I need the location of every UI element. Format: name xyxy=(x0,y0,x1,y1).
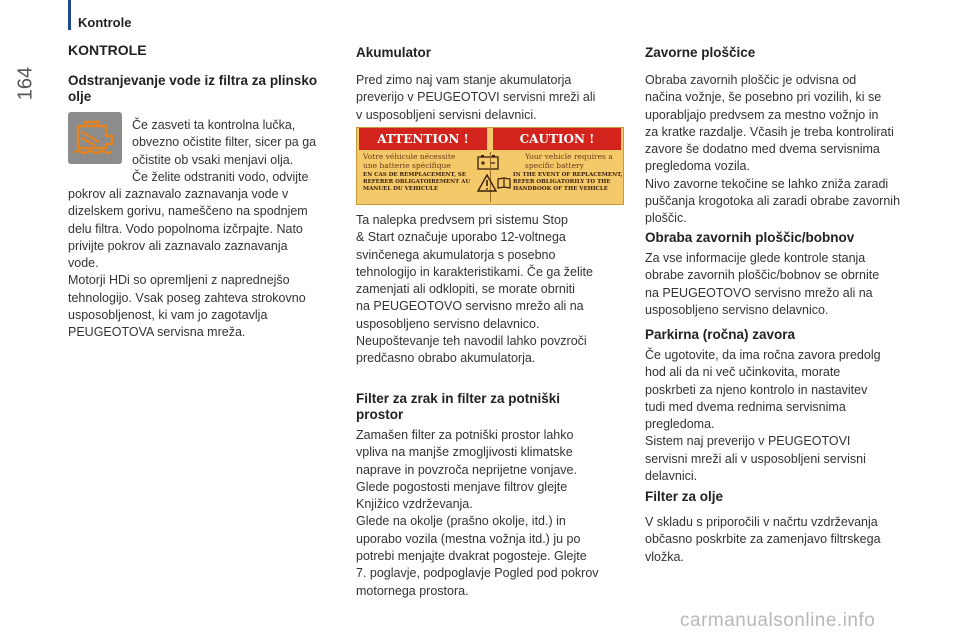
header-accent-bar xyxy=(68,0,71,30)
section-heading-oil-filter: Filter za olje xyxy=(645,489,724,504)
text-line: Glede pogostosti menjave filtrov glejte xyxy=(356,479,568,494)
text-line: ploščic. xyxy=(645,211,687,226)
text-line: usposobljenost, ki vam jo zagotavlja xyxy=(68,308,268,323)
text-line: Neupoštevanje teh navodil lahko povzroči xyxy=(356,334,587,349)
section-heading-pad-wear: Obraba zavornih ploščic/bobnov xyxy=(645,230,855,245)
battery-body xyxy=(356,212,630,368)
text-line: privijte pokrov ali zaznavalo zaznavanja xyxy=(68,238,288,253)
text-line: Knjižico vzdrževanja. xyxy=(356,497,473,512)
text-line: 7. poglavje, podpoglavje Pogled pod pokrov xyxy=(356,566,599,581)
text-line: uporabo vozila (mestna vožnja itd.) ju po xyxy=(356,531,581,546)
text-line: občasno poskrbite za zamenjavo filtrskega xyxy=(645,532,881,547)
text-line: vpliva na manjše zmogljivosti klimatske xyxy=(356,445,573,460)
heading-line: prostor xyxy=(356,407,404,422)
water-removal-intro xyxy=(132,117,344,186)
text-line: preverijo v PEUGEOTOVI servisni mreži ali xyxy=(356,90,596,105)
text-line: Obraba zavornih ploščic je odvisna od xyxy=(645,73,857,87)
text-line: dizelskem gorivu, nameščeno na spodnjem xyxy=(68,204,308,219)
text-line: obrabe zavornih ploščic/bobnov se obrnite xyxy=(645,268,880,283)
text-line: tudi med dvema rednima servisnima xyxy=(645,399,846,414)
text-line: V skladu s priporočili v načrtu vzdrževanja xyxy=(645,515,878,529)
text-line: puščanja krogotoka ali zaradi obrabe zavornih xyxy=(645,194,901,209)
battery-intro xyxy=(356,72,628,124)
text-line: zavore še dodatno med dvema servisnima xyxy=(645,142,880,157)
warning-triangle-icon xyxy=(477,174,497,197)
text-line: pokrov ali zaznavalo zaznavanja vode v xyxy=(68,187,289,201)
text-line: uporabljajo predvsem za mestno vožnjo in xyxy=(645,107,879,122)
text-line: Če želite odstraniti vodo, odvijte xyxy=(132,169,309,184)
text-line: na PEUGEOTOVO servisno mrežo ali na xyxy=(356,299,584,314)
text-line: tehnologijo in karakteristikami. Če ga želite xyxy=(356,264,593,279)
text-line: delavnici. xyxy=(645,469,698,484)
text-line: pregledoma. xyxy=(645,417,715,432)
text-line: Zamašen filter za potniški prostor lahko xyxy=(356,428,574,442)
air-filter-body xyxy=(356,427,630,600)
text-line: poskrbeti za njeno kontrolo in nastavitev xyxy=(645,382,868,397)
text-line: očistite ob vsaki menjavi olja. xyxy=(132,152,294,167)
section-header-title: Kontrole xyxy=(78,15,132,30)
text-line: vode. xyxy=(68,256,99,271)
label-header-french: ATTENTION ! xyxy=(359,128,487,150)
text-line: Za vse informacije glede kontrole stanja xyxy=(645,251,866,265)
water-removal-body xyxy=(68,186,346,342)
pad-wear-body xyxy=(645,250,920,319)
page-title: KONTROLE xyxy=(68,42,147,58)
watermark: carmanualsonline.info xyxy=(680,610,876,631)
heading-line: Filter za zrak in filter za potniški xyxy=(356,391,561,406)
text-line: Nivo zavorne tekočine se lahko zniža zaradi xyxy=(645,176,889,191)
section-heading-parking-brake: Parkirna (ročna) zavora xyxy=(645,327,796,342)
text-line: pregledoma vozila. xyxy=(645,159,750,174)
text-line: Glede na okolje (prašno okolje, itd.) in xyxy=(356,514,566,529)
text-line: svinčenega akumulatorja s posebno xyxy=(356,247,556,262)
text-line: potrebi menjajte dvakrat pogosteje. Glejte xyxy=(356,549,587,564)
text-line: Če ugotovite, da ima ročna zavora predolg xyxy=(645,348,881,362)
text-line: servisni mreži ali v usposobljeni servisni xyxy=(645,451,866,466)
text-line: Ta nalepka predvsem pri sistemu Stop xyxy=(356,213,568,227)
text-line: predčasno obrabo akumulatorja. xyxy=(356,351,536,366)
text-line: zamenjati ali odklopiti, se morate obrniti xyxy=(356,282,575,297)
text-line: Pred zimo naj vam stanje akumulatorja xyxy=(356,73,572,87)
text-line: vložka. xyxy=(645,549,684,564)
text-line: motornega prostora. xyxy=(356,583,469,598)
battery-warning-label xyxy=(356,127,624,205)
page-number: 164 xyxy=(14,66,37,101)
label-subtitle-french: Votre véhicule nécessite une batterie spécifique xyxy=(363,152,456,170)
text-line: za kratke razdalje. Včasih je treba kontrolirati xyxy=(645,124,894,139)
label-notice-french: EN CAS DE REMPLACEMENT, SE REFERER OBLIGATOIREMENT AU MANUEL DU VEHICULE xyxy=(363,172,471,192)
text-line: obvezno očistite filter, sicer pa ga xyxy=(132,135,317,150)
text-line: tehnologijo. Vsak poseg zahteva strokovno xyxy=(68,290,306,305)
manual-book-icon xyxy=(497,176,511,195)
brake-pads-body xyxy=(645,72,920,228)
section-heading-brake-pads: Zavorne ploščice xyxy=(645,45,756,60)
text-line: & Start označuje uporabo 12-voltnega xyxy=(356,230,566,245)
text-line: v usposobljeni servisni delavnici. xyxy=(356,107,537,122)
text-line: PEUGEOTOVA servisna mreža. xyxy=(68,325,246,340)
text-line: delu filtra. Vodo popolnoma izčrpajte. Nato xyxy=(68,221,303,236)
label-header-english: CAUTION ! xyxy=(493,128,621,150)
oil-filter-body xyxy=(645,514,920,566)
label-notice-english: IN THE EVENT OF REPLACEMENT, REFER OBLIGATORILY TO THE HANDBOOK OF THE VEHICLE xyxy=(513,172,623,192)
text-line: Sistem naj preverijo v PEUGEOTOVI xyxy=(645,434,851,449)
text-line: Če zasveti ta kontrolna lučka, xyxy=(132,118,296,132)
text-line: naprave in povzroča neprijetne vonjave. xyxy=(356,462,577,477)
section-heading-water-removal: Odstranjevanje vode iz filtra za plinsko olje xyxy=(68,73,318,104)
text-line: na PEUGEOTOVO servisno mrežo ali na xyxy=(645,285,873,300)
text-line: usposobljeno servisno delavnico. xyxy=(645,302,829,317)
section-heading-battery: Akumulator xyxy=(356,45,432,60)
label-subtitle-english: Your vehicle requires a specific battery xyxy=(525,152,613,170)
text-line: načina vožnje, še posebno pri vozilih, ki se xyxy=(645,90,882,105)
parking-brake-body xyxy=(645,347,920,485)
section-heading-air-filter xyxy=(356,391,630,423)
text-line: Motorji HDi so opremljeni z naprednejšo xyxy=(68,273,290,288)
text-line: hod ali da ni več učinkovita, morate xyxy=(645,365,841,380)
fuel-filter-water-icon xyxy=(68,112,122,164)
text-line: usposobljeno servisno delavnico. xyxy=(356,316,540,331)
battery-icon xyxy=(477,154,499,175)
